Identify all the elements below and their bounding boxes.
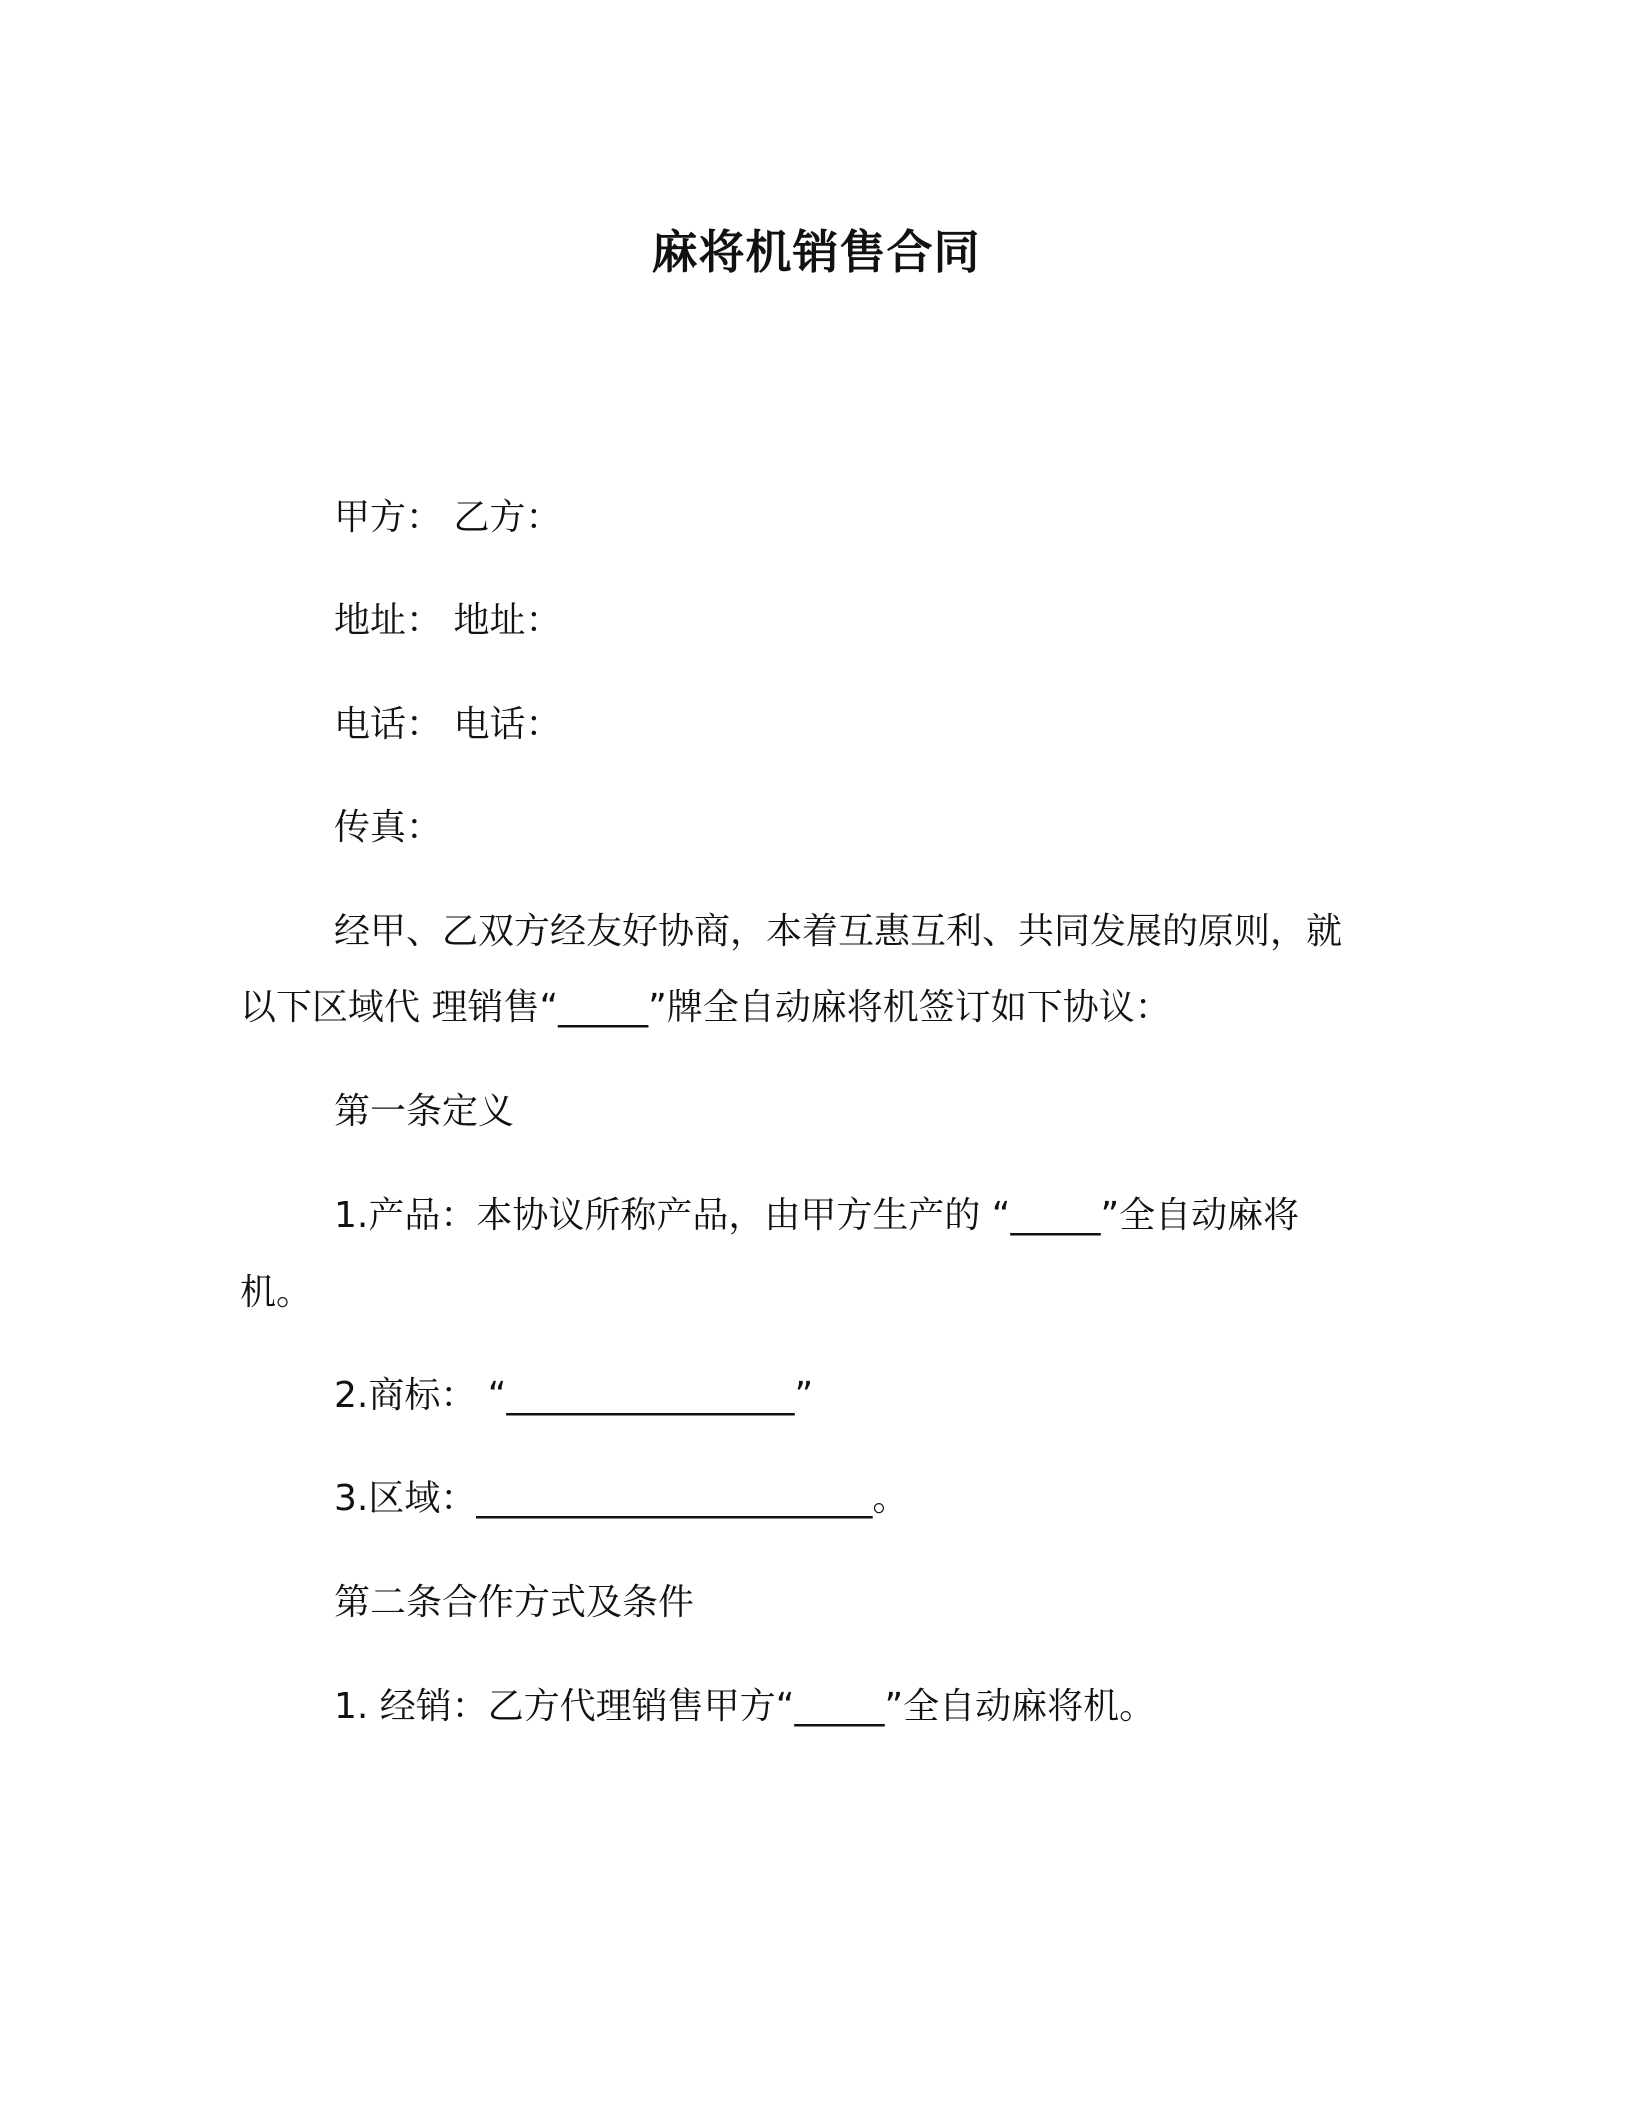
clause-product-line-2: 机。 — [240, 1272, 313, 1313]
party-line: 甲方： 乙方： — [334, 497, 562, 538]
address-line: 地址： 地址： — [334, 600, 562, 641]
preamble-line-2: 以下区域代 理销售“_____”牌全自动麻将机签订如下协议： — [240, 987, 1171, 1028]
clause-trademark: 2.商标： “________________” — [334, 1375, 814, 1416]
preamble-line-1: 经甲、乙双方经友好协商，本着互惠互利、共同发展的原则，就 — [334, 911, 1343, 952]
article-2-heading: 第二条合作方式及条件 — [334, 1582, 695, 1623]
document-title: 麻将机销售合同 — [651, 225, 981, 279]
fax-line: 传真： — [334, 807, 443, 848]
phone-line: 电话： 电话： — [334, 704, 562, 745]
clause-distribution: 1. 经销：乙方代理销售甲方“_____”全自动麻将机。 — [334, 1686, 1156, 1727]
clause-product-line-1: 1.产品：本协议所称产品，由甲方生产的 “_____”全自动麻将 — [334, 1195, 1300, 1236]
clause-region: 3.区域：______________________。 — [334, 1478, 909, 1519]
article-1-heading: 第一条定义 — [334, 1091, 515, 1132]
